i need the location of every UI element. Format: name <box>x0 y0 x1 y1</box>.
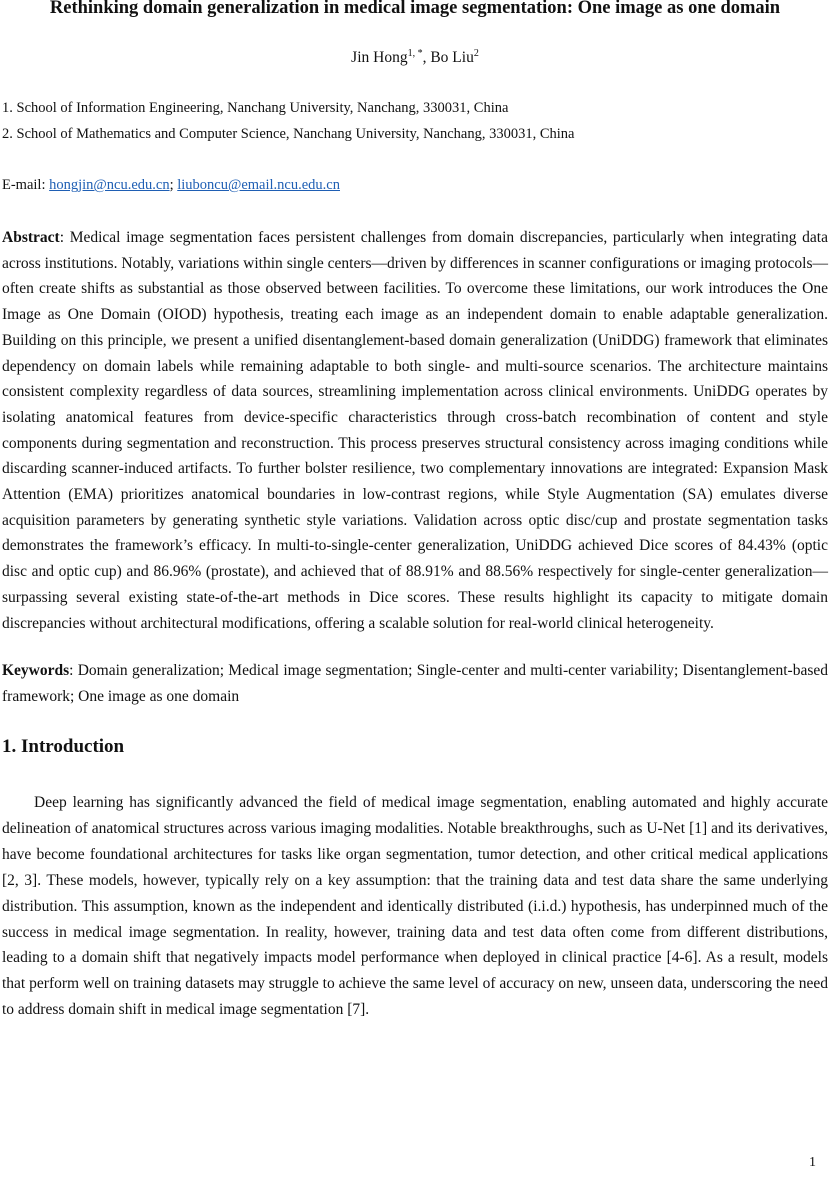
affiliation-1: 1. School of Information Engineering, Nanchang University, Nanchang, 330031, China <box>2 100 509 116</box>
page-number: 1 <box>809 1155 816 1170</box>
email-link-2[interactable]: liuboncu@email.ncu.edu.cn <box>177 177 340 193</box>
author-name: Jin Hong <box>351 49 408 66</box>
abstract <box>2 225 828 636</box>
paper-title: Rethinking domain generalization in medical image segmentation: One image as one domain <box>49 0 781 18</box>
author-name: Bo Liu <box>430 49 474 66</box>
abstract-label: Abstract <box>2 229 60 246</box>
author-affiliation-mark: 2 <box>473 48 479 59</box>
author-separator: , <box>422 49 431 66</box>
keywords <box>2 658 828 709</box>
keywords-text: : Domain generalization; Medical image segmentation; Single-center and multi-center variability; Disentanglement-based framework; One image as one domain <box>2 662 828 705</box>
section-heading-introduction: 1. Introduction <box>2 736 125 757</box>
author-affiliation-mark: 1, * <box>407 48 423 59</box>
email-separator: ; <box>169 177 178 193</box>
abstract-text: : Medical image segmentation faces persistent challenges from domain discrepancies, particularly when integrating data across institutions. Notably, variations within single centers—driven by differences in scanner configurations or imaging protocols—often create shifts as substantial as those observed between facilities. To overcome these limitations, our work introduces the One Image as One Domain (OIOD) hypothesis, treating each image as an independent domain to enable adaptable generalization. Building on this principle, we present a unified disentanglement-based domain generalization (UniDDG) framework that eliminates dependency on domain labels while remaining adaptable to both single- and multi-source scenarios. The architecture maintains consistent complexity regardless of data sources, streamlining implementation across clinical environments. UniDDG operates by isolating anatomical features from device-specific characteristics through cross-batch recombination of content and style components during segmentation and reconstruction. This process preserves structural consistency across imaging conditions while discarding scanner-induced artifacts. To further bolster resilience, two complementary innovations are integrated: Expansion Mask Attention (EMA) prioritizes anatomical boundaries in low-contrast regions, while Style Augmentation (SA) emulates diverse acquisition parameters by generating synthetic style variations. Validation across optic disc/cup and prostate segmentation tasks demonstrates the framework’s efficacy. In multi-to-single-center generalization, UniDDG achieved Dice scores of 84.43% (optic disc and optic cup) and 86.96% (prostate), and achieved that of 88.91% and 88.56% respectively for single-center generalization—surpassing several existing state-of-the-art methods in Dice scores. These results highlight its capacity to mitigate domain discrepancies without architectural modifications, offering a scalable solution for real-world clinical heterogeneity. <box>2 229 828 632</box>
email-line <box>2 177 340 194</box>
email-link-1[interactable]: hongjin@ncu.edu.cn <box>49 177 170 193</box>
author-line <box>0 48 830 67</box>
email-label: E-mail: <box>2 177 50 193</box>
affiliation-2: 2. School of Mathematics and Computer Science, Nanchang University, Nanchang, 330031, China <box>2 126 575 142</box>
introduction-paragraph: Deep learning has significantly advanced the field of medical image segmentation, enabling automated and highly accurate delineation of anatomical structures across various imaging modalities. Notable breakthroughs, such as U-Net [1] and its derivatives, have become foundational architectures for tasks like organ segmentation, tumor detection, and other critical medical applications [2, 3]. These models, however, typically rely on a key assumption: that the training data and test data share the same underlying distribution. This assumption, known as the independent and identically distributed (i.i.d.) hypothesis, has underpinned much of the success in medical image segmentation. In reality, however, training data and test data often come from different distributions, leading to a domain shift that negatively impacts model performance when deployed in clinical practice [4-6]. As a result, models that perform well on training datasets may struggle to achieve the same level of accuracy on new, unseen data, underscoring the need to address domain shift in medical image segmentation [7]. <box>2 794 828 1019</box>
keywords-label: Keywords <box>2 662 70 679</box>
